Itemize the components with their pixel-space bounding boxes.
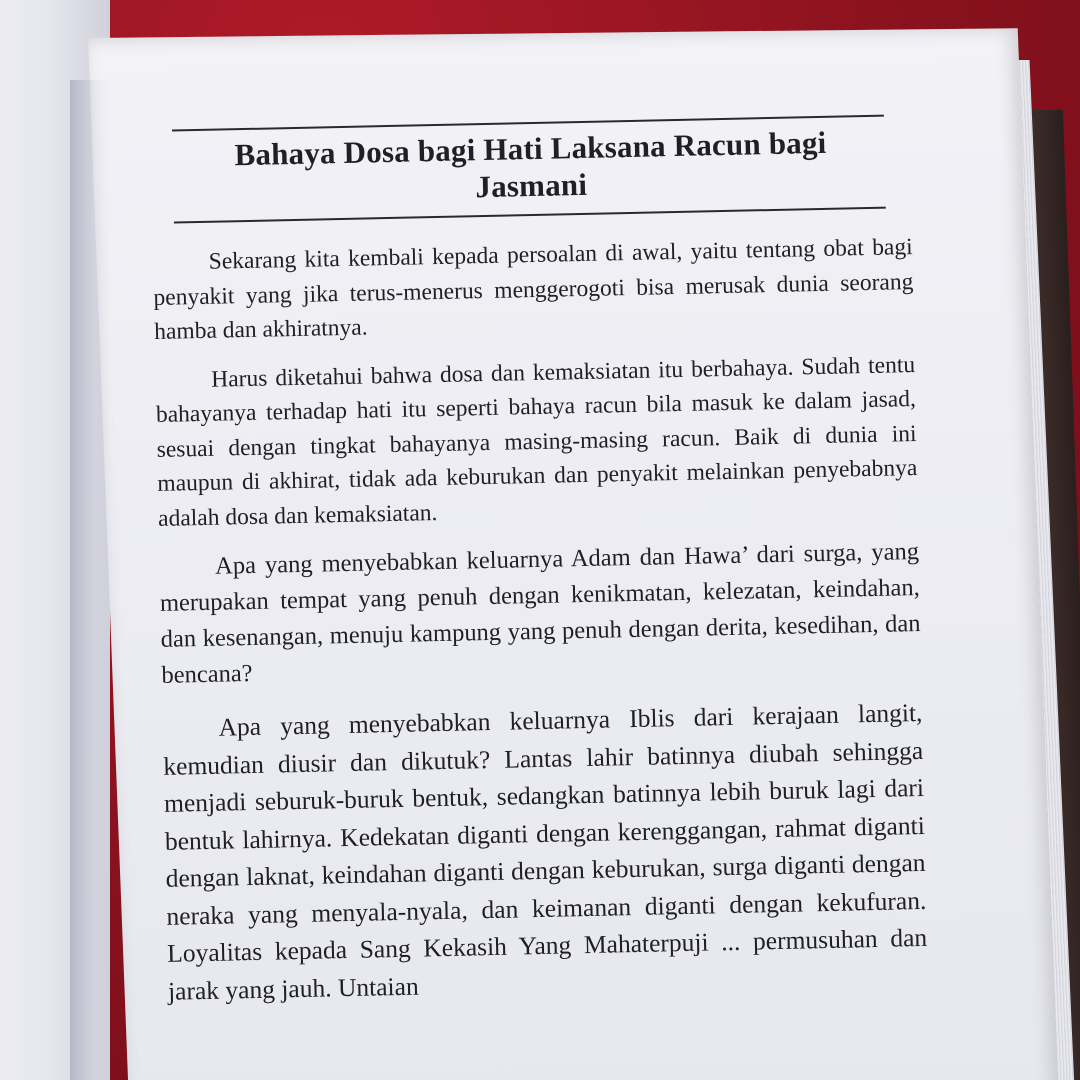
paragraph-1-text: Sekarang kita kembali kepada persoalan di awal, yaitu tentang obat bagi penyakit yang jika terus-menerus menggerogoti bisa merusak dunia seorang hamba dan akhiratnya. <box>153 234 914 345</box>
paragraph-2-text: Harus diketahui bahwa dosa dan kemaksiatan itu berbahaya. Sudah tentu bahayanya terhadap hati itu seperti bahaya racun bila masuk ke dalam jasad, sesuai dengan tingkat bahayanya masing-masing racun. Baik di dunia ini maupun di akhirat, tidak ada keburukan dan penyakit melainkan penyebabnya adalah dosa dan kemaksiatan. <box>155 351 918 532</box>
chapter-title: Bahaya Dosa bagi Hati Laksana Racun bagi Jasmani <box>234 124 827 205</box>
paragraph-1 <box>152 230 914 349</box>
paragraph-2 <box>155 348 918 536</box>
paragraph-3 <box>159 534 922 694</box>
paragraph-4 <box>162 694 928 1010</box>
paragraph-4-text: Apa yang menyebabkan keluarnya Iblis dari kerajaan langit, kemudian diusir dan dikutuk? Lantas lahir batinnya diubah sehingga menjadi seburuk-buruk bentuk, sedangkan batinnya lebih buruk lagi dari bentuk lahirnya. Kedekatan diganti dengan kerenggangan, rahmat diganti dengan laknat, keindahan diganti dengan keburukan, surga diganti dengan neraka yang menyala-nyala, dan keimanan diganti dengan kekufuran. Loyalitas kepada Sang Kekasih Yang Mahaterpuji ... permusuhan dan jarak yang jauh. Untaian <box>163 697 928 1006</box>
book-gutter-shadow <box>70 80 110 1080</box>
paragraph-3-text: Apa yang menyebabkan keluarnya Adam dan Hawa’ dari surga, yang merupakan tempat yang penuh dengan kenikmatan, kelezatan, keindahan, dan kesenangan, menuju kampung yang penuh dengan derita, kesedihan, dan bencana? <box>159 537 921 689</box>
page-content <box>150 114 928 1010</box>
